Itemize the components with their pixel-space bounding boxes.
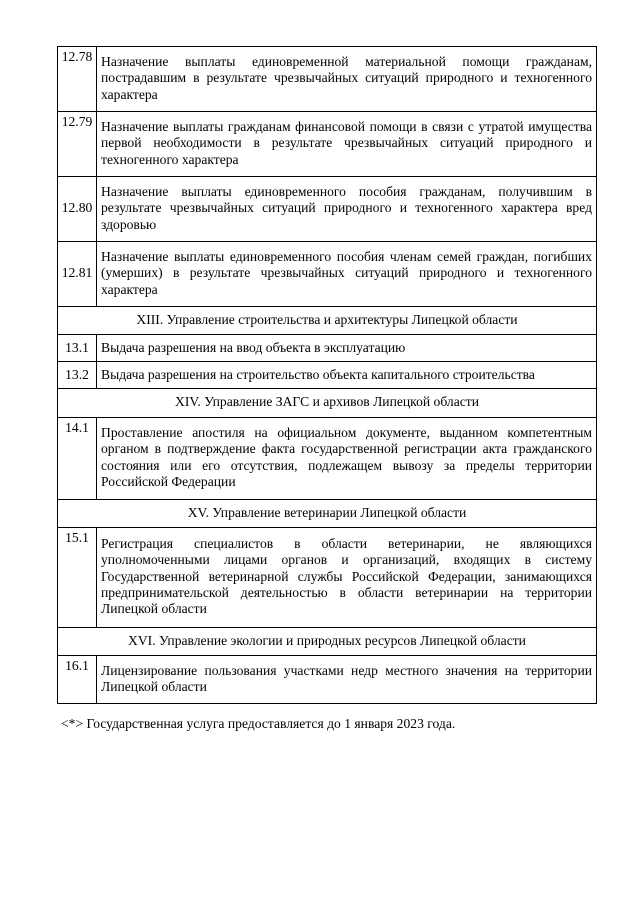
table-row <box>58 656 597 704</box>
table-row <box>58 112 597 177</box>
table-row <box>58 335 597 362</box>
table-row <box>58 177 597 242</box>
row-description <box>97 362 597 389</box>
row-text: Лицензирование пользования участками недр местного значения на территории Липецкой области <box>101 662 592 695</box>
table-row <box>58 362 597 389</box>
row-number: 15.1 <box>58 527 97 627</box>
row-text: Назначение выплаты единовременной материальной помощи гражданам, пострадавшим в результате чрезвычайных ситуаций природного и техногенного характера <box>101 54 592 102</box>
table-row <box>58 527 597 627</box>
section-title: XIV. Управление ЗАГС и архивов Липецкой области <box>58 389 597 417</box>
table-row <box>58 242 597 307</box>
row-description <box>97 112 597 177</box>
section-title: XVI. Управление экологии и природных ресурсов Липецкой области <box>58 627 597 655</box>
section-header-row <box>58 389 597 417</box>
section-title: XV. Управление ветеринарии Липецкой области <box>58 499 597 527</box>
row-description <box>97 417 597 499</box>
table-row <box>58 417 597 499</box>
row-text: Выдача разрешения на строительство объекта капитального строительства <box>101 366 535 382</box>
row-number: 12.78 <box>58 47 97 112</box>
row-number: 12.80 <box>58 177 97 242</box>
row-description <box>97 47 597 112</box>
row-number: 14.1 <box>58 417 97 499</box>
section-header-row <box>58 307 597 335</box>
row-text: Регистрация специалистов в области ветеринарии, не являющихся уполномоченными лицами органов и организаций, входящих в систему Государственной ветеринарной службы Российской Федерации, занимающихся предпринимательской деятельностью в области ветеринарии на территории Липецкой области <box>101 536 592 617</box>
section-header-row <box>58 499 597 527</box>
row-text: Назначение выплаты единовременного пособия гражданам, получившим в результате чрезвычайных ситуаций природного и техногенного характера вред здоровью <box>101 184 592 232</box>
row-description <box>97 527 597 627</box>
row-text: Назначение выплаты единовременного пособия членам семей граждан, погибших (умерших) в результате чрезвычайных ситуаций природного и техногенного характера <box>101 249 592 297</box>
section-title: XIII. Управление строительства и архитектуры Липецкой области <box>58 307 597 335</box>
row-description <box>97 177 597 242</box>
row-text: Проставление апостиля на официальном документе, выданном компетентным органом в подтверждение факта государственной регистрации акта гражданского состояния или его отсутствия, подлежащем вывозу за пределы территории Российской Федерации <box>101 425 592 489</box>
row-description <box>97 242 597 307</box>
row-text: Выдача разрешения на ввод объекта в эксплуатацию <box>101 339 406 355</box>
row-description <box>97 656 597 704</box>
table-row <box>58 47 597 112</box>
section-header-row <box>58 627 597 655</box>
row-number: 12.79 <box>58 112 97 177</box>
row-number: 12.81 <box>58 242 97 307</box>
row-number: 13.1 <box>58 335 97 362</box>
services-table <box>57 46 597 704</box>
row-number: 13.2 <box>58 362 97 389</box>
row-number: 16.1 <box>58 656 97 704</box>
row-description <box>97 335 597 362</box>
footnote: <*> Государственная услуга предоставляется до 1 января 2023 года. <box>61 716 456 731</box>
row-text: Назначение выплаты гражданам финансовой помощи в связи с утратой имущества первой необходимости в результате чрезвычайных ситуаций природного и техногенного характера <box>101 119 592 167</box>
